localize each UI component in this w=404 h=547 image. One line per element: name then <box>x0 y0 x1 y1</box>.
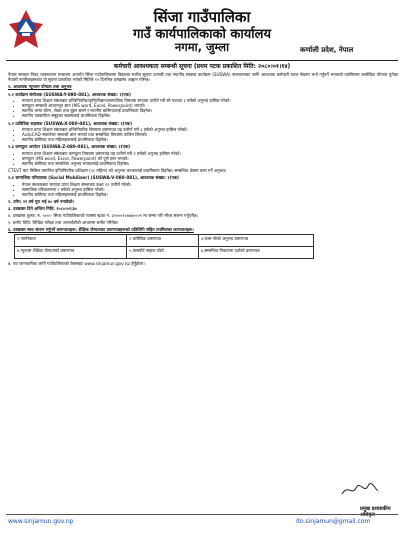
documents-table <box>14 234 314 259</box>
signatory-title: प्रमुख प्रशासकीय अधिकृत <box>360 506 391 518</box>
office-subtitle: गाउँ कार्यपालिकाको कार्यालय <box>133 27 271 42</box>
list-item: • स्थानीय बासिन्दा तथा महिलाहरूलाई प्राथमिकता दिइनेछ। <box>22 137 398 142</box>
office-location: नगमा, जुम्ला <box>174 40 230 54</box>
list-item: • कम्प्युटर (MS word, Excel, Powerpoint) को पूर्ण ज्ञान भएको। <box>22 156 398 161</box>
table-cell: २.चारित्रिक प्रमाणपत्र <box>127 235 199 247</box>
requirements-list <box>8 127 398 143</box>
province-label: कर्णाली प्रदेश, नेपाल <box>300 46 354 54</box>
list-item: • स्थानीय बासिन्दा तथा सम्बन्धित अनुभव भएकालाई प्राथमिकता दिइनेछ। <box>22 161 398 166</box>
position-heading: १.४ सामाजिक परिचालक (Social Mobilizer) (SUSWA-V-080-081), आवश्यक संख्या: १(एक) <box>8 175 179 181</box>
list-item: • मान्यता प्राप्त शिक्षण संस्थाबाट इन्जिनियरिङ/कृषि/विज्ञान/सामाजिक विषयमा स्नातक उत्तीर्ण गरी सो पश्चात ३ वर्षको अनुभव हासिल गरेको। <box>22 98 398 103</box>
list-item: • AutoCAD सफ्टवेयर सम्बन्धी ज्ञान भएको तथा सम्बन्धित विषयमा तालिम लिएको। <box>22 132 398 137</box>
deadline: ३. दरखास्त दिने अन्तिम मिति: २०८०।०१।३० <box>8 206 77 212</box>
header-divider <box>6 60 398 61</box>
application-fee: ४. दरखास्त शुल्क: रु. ५००।- सिंजा गाउँपालिकाको राजस्व खाता नं. ३१०००१०४७४०००९ मा जम्मा गरी भौचर संलग्न गर्नुपर्नेछ। <box>8 212 199 218</box>
footer-divider <box>6 514 398 515</box>
requirements-list <box>8 151 398 167</box>
position-heading: १.१ कार्यक्रम संयोजक (SUSWA-Y-080-081), आवश्यक संख्या: १(एक) <box>8 91 131 97</box>
signature-icon <box>340 482 380 498</box>
notice-body <box>8 72 398 268</box>
position-heading: १.३ कम्प्युटर अपरेटर (SUSWA-Z-080-081), आवश्यक संख्या: १(एक) <box>8 144 131 150</box>
table-cell: ५.पासपोर्ट साइज फोटो <box>127 247 199 259</box>
list-item: • स्थानीय बासिन्दा तथा महिलाहरूलाई प्राथमिकता दिइनेछ। <box>22 192 398 197</box>
selection-method: ५. छनौट विधि: लिखित परीक्षा तथा अन्तर्वार्ताको आधारमा छनौट गरिनेछ। <box>8 219 119 225</box>
list-item: • मान्यता प्राप्त शिक्षण संस्थाबाट कम्प्युटर विषयमा प्रमाणपत्र तह उत्तीर्ण गरी २ वर्षको अनुभव हासिल गरेको। <box>22 151 398 156</box>
list-item: • नेपाल सरकारबाट मान्यता प्राप्त शिक्षण संस्थाबाट कक्षा १२ उत्तीर्ण गरेको। <box>22 182 398 187</box>
table-row <box>15 247 314 259</box>
age-requirement: २. उमेर: २१ वर्ष पूरा भई ४० वर्ष ननाघेको। <box>8 199 75 205</box>
table-cell: ३.काम गरेको अनुभव प्रमाणपत्र <box>198 235 313 247</box>
more-info-note: ७. थप जानकारीका लागि गाउँपालिकाको वेबसाइट www.sinjamun.gov.np हेर्नुहोला। <box>8 261 145 267</box>
requirements-list <box>8 182 398 198</box>
section-heading: १. आवश्यक न्यूनतम योग्यता तथा अनुभव <box>8 84 72 90</box>
notice-subject: कर्मचारी आवश्यकता सम्बन्धी सूचना (प्रथम पटक प्रकाशित मिति: २०८०।०१।१४) <box>113 63 291 70</box>
table-row <box>15 235 314 247</box>
website-link[interactable]: www.sinjamun.gov.np <box>8 518 74 525</box>
table-cell: ४.न्यूनतम शैक्षिक योग्यताको प्रमाणपत्र <box>15 247 127 259</box>
list-item: • स्थानीय भाषा बोल्न, लेख्न तथा बुझ्न सक्ने र स्थानीय बासिन्दालाई प्राथमिकता दिइनेछ। <box>22 108 398 113</box>
table-cell: १.नागरिकता <box>15 235 127 247</box>
position-heading: १.२ प्राविधिक सहायक (SUSWA-X-080-081), आवश्यक संख्या: १(एक) <box>8 120 133 126</box>
office-name: सिंजा गाउँपालिका <box>153 8 251 26</box>
requirements-list <box>8 98 398 119</box>
documents-heading: ६. दरखास्त साथ संलग्न गर्नुपर्ने कागजातहरू: शैक्षिक योग्यताका प्रमाणपत्रहरूको प्रतिलिपि सहित तपसिलका कागजातहरू। <box>8 227 194 233</box>
email-link[interactable]: ito.sinjamun@gmail.com <box>296 518 371 525</box>
list-item: • कम्प्युटर सम्बन्धी आधारभूत ज्ञान (MS word, Excel, Powerpoint) भएको। <box>22 103 398 108</box>
intro-paragraph: नेपाल सरकार विपद व्यवस्थापन मन्त्रालय अन्तर्गत सिंजा गाउँपालिकामा विद्यालय स्तरीय सूचना प्रणाली तथा स्थानीय स्वास्थ्य कार्यक्रम (SUSWA) सञ्चालनका लागि आवश्यक कर्मचारी करार सेवामा भर्ना गर्नुपर्ने भएकाले तपसिलमा उल्लेखित योग्यता पुगेका नेपाली नागरिकहरूबाट यो सूचना प्रकाशित भएको मितिले १५ दिनभित्र दरखास्त आह्वान गरिन्छ। <box>8 72 398 83</box>
position-note: CTEVT बाट मिसिल प्रमाणित इन्जिनियरिङ प्रशिक्षण (१८ महिना) को अनुभव भएकालाई प्राथमिकता दिइनेछ। सम्बन्धित क्षेत्रमा काम गर्ने अनुभव। <box>8 168 227 174</box>
table-cell: ६.सम्बन्धित निकायमा दर्ताको प्रमाणपत्र <box>198 247 313 259</box>
list-item: • मान्यता प्राप्त शिक्षण संस्थाबाट इन्जिनियरिङ विषयमा प्रमाणपत्र तह उत्तीर्ण गरी ३ वर्षको अनुभव हासिल गरेको। <box>22 127 398 132</box>
list-item: • सामाजिक परिचालनमा १ वर्षको अनुभव हासिल गरेको। <box>22 187 398 192</box>
list-item: • स्थानीय पत्रकारिता समूहका सदस्यलाई प्राथमिकता दिइनेछ। <box>22 113 398 118</box>
